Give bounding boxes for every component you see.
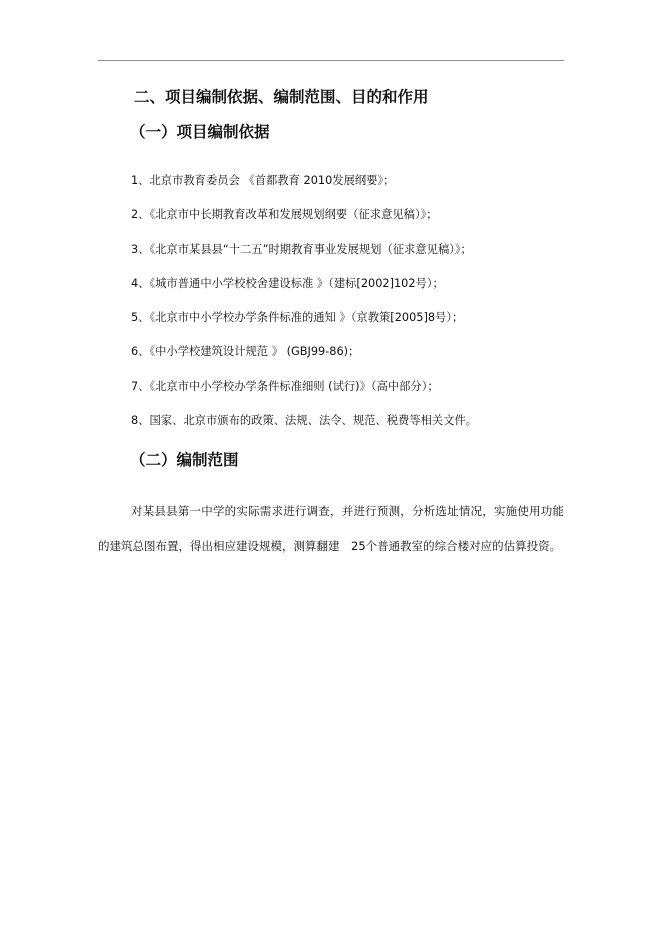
- list-item: 4、《城市普通中小学校校舍建设标准 》（建标[2002]102号）；: [131, 276, 444, 290]
- list-item: 1、北京市教育委员会 《首都教育 2010发展纲要》；: [131, 174, 395, 187]
- list-item: 2、《北京市中长期教育改革和发展规划纲要（征求意见稿）》；: [131, 208, 438, 222]
- list-item: 3、《北京市某县县“十二五”时期教育事业发展规划（征求意见稿）》；: [131, 242, 472, 256]
- header-rule: [98, 60, 564, 61]
- subsection-heading-scope: （二）编制范围: [130, 451, 239, 469]
- basis-list: [131, 170, 571, 444]
- list-item: 8、国家、北京市颁布的政策、法规、法令、规范、税费等相关文件。: [131, 414, 478, 428]
- subsection-heading-basis: （一）项目编制依据: [130, 123, 270, 141]
- section-heading: 二、项目编制依据、编制范围、目的和作用: [134, 88, 429, 106]
- scope-paragraph: 对某县县第一中学的实际需求进行调查，并进行预测，分析选址情况，实施使用功能的建筑总图布置，得出相应建设规模，测算翻建 25个普通教室的综合楼对应的估算投资。: [98, 504, 564, 553]
- list-item: 5、《北京市中小学校办学条件标准的通知 》（京教策[2005]8号）；: [131, 311, 464, 325]
- list-item: 6、《中小学校建筑设计规范 》 (GBJ99-86)；: [131, 345, 360, 359]
- list-item: 7、《北京市中小学校办学条件标准细则 (试行)》（高中部分）；: [131, 379, 439, 393]
